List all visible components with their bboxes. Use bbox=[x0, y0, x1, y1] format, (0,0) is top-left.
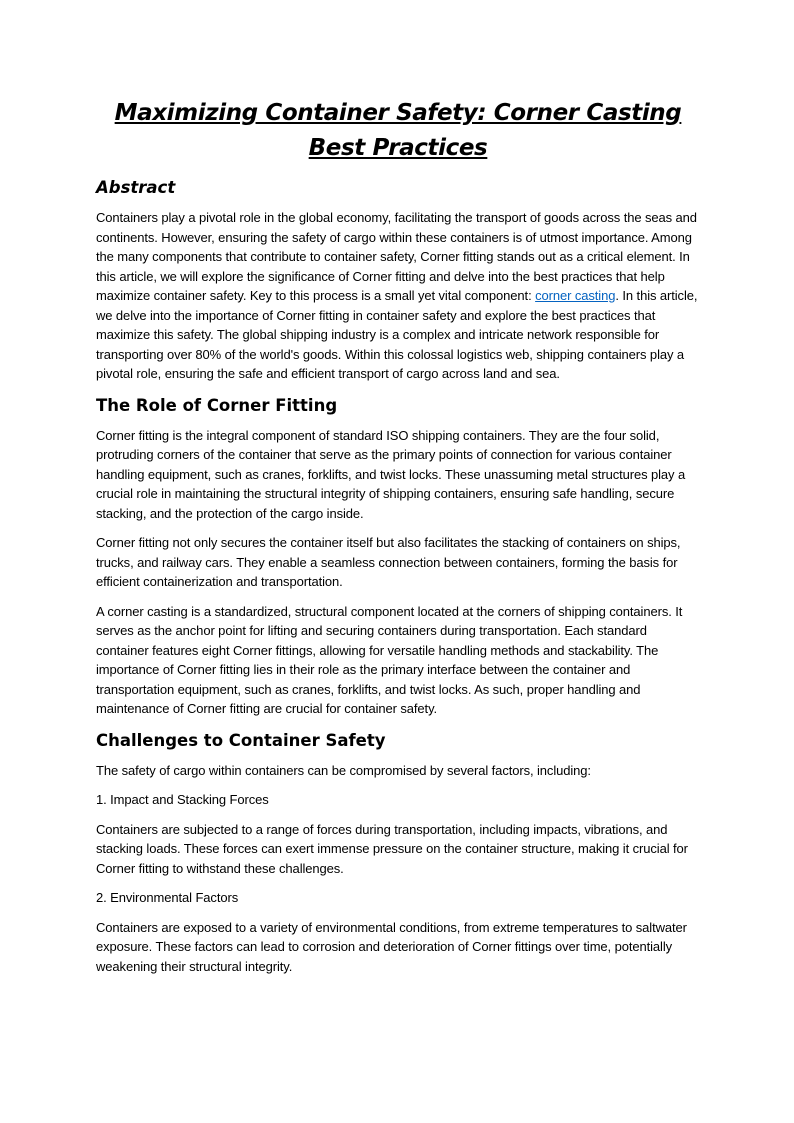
challenge-item-2-text: Containers are exposed to a variety of environmental conditions, from extreme temperatures to saltwater exposure. These factors can lead to corrosion and deterioration of Corner fittings over time, potentially weakening their structural integrity. bbox=[96, 919, 687, 974]
challenge-item-1-text: Containers are subjected to a range of forces during transportation, including impacts, vibrations, and stacking loads. These forces can exert immense pressure on the container structure, making it crucial for Corner fitting to withstand these challenges. bbox=[96, 821, 688, 876]
abstract-text-after-link: . In this article, we delve into the importance of Corner fitting in container safety and explore the best practices that maximize this safety. The global shipping industry is a complex and intricate network responsible for transporting over 80% of the world's goods. Within this colossal logistics web, shipping containers play a pivotal role, ensuring the safe and efficient transport of cargo across land and sea. bbox=[96, 288, 698, 381]
challenge-item-1-title: 1. Impact and Stacking Forces bbox=[96, 792, 269, 807]
challenges-section-heading: Challenges to Container Safety bbox=[96, 730, 386, 750]
document-page bbox=[96, 96, 700, 986]
page-title: Maximizing Container Safety: Corner Casting Best Practices bbox=[114, 100, 682, 161]
role-paragraph-2: Corner fitting not only secures the container itself but also facilitates the stacking of containers on ships, trucks, and railway cars. They enable a seamless connection between containers, forming the basis for efficient containerization and transportation. bbox=[96, 535, 681, 589]
abstract-text-before-link: Containers play a pivotal role in the global economy, facilitating the transport of goods across the seas and continents. However, ensuring the safety of cargo within these containers is of utmost importance. Among the many components that contribute to container safety, Corner fitting stands out as a critical element. In this article, we will explore the significance of Corner fitting and delve into the best practices that help maximize container safety. Key to this process is a small yet vital component: bbox=[96, 210, 697, 303]
role-paragraph-1: Corner fitting is the integral component of standard ISO shipping containers. They are the four solid, protruding corners of the container that serve as the primary points of connection for various container handling equipment, such as cranes, forklifts, and twist locks. These unassuming metal structures play a crucial role in maintaining the structural integrity of shipping containers, ensuring safe handling, secure stacking, and the protection of the cargo inside. bbox=[96, 427, 686, 521]
role-paragraph-3: A corner casting is a standardized, structural component located at the corners of shipping containers. It serves as the anchor point for lifting and securing containers during transportation. Each standard container features eight Corner fittings, allowing for versatile handling methods and stackability. The importance of Corner fitting lies in their role as the primary interface between the container and transportation equipment, such as cranes, forklifts, and twist locks. As such, proper handling and maintenance of Corner fitting are crucial for container safety. bbox=[96, 603, 683, 716]
corner-casting-link[interactable]: corner casting bbox=[535, 288, 616, 303]
role-section-heading: The Role of Corner Fitting bbox=[96, 395, 338, 415]
abstract-paragraph bbox=[96, 208, 700, 384]
challenges-intro: The safety of cargo within containers can be compromised by several factors, including: bbox=[96, 762, 591, 778]
challenge-item-2-title: 2. Environmental Factors bbox=[96, 890, 239, 905]
abstract-heading: Abstract bbox=[96, 178, 176, 197]
